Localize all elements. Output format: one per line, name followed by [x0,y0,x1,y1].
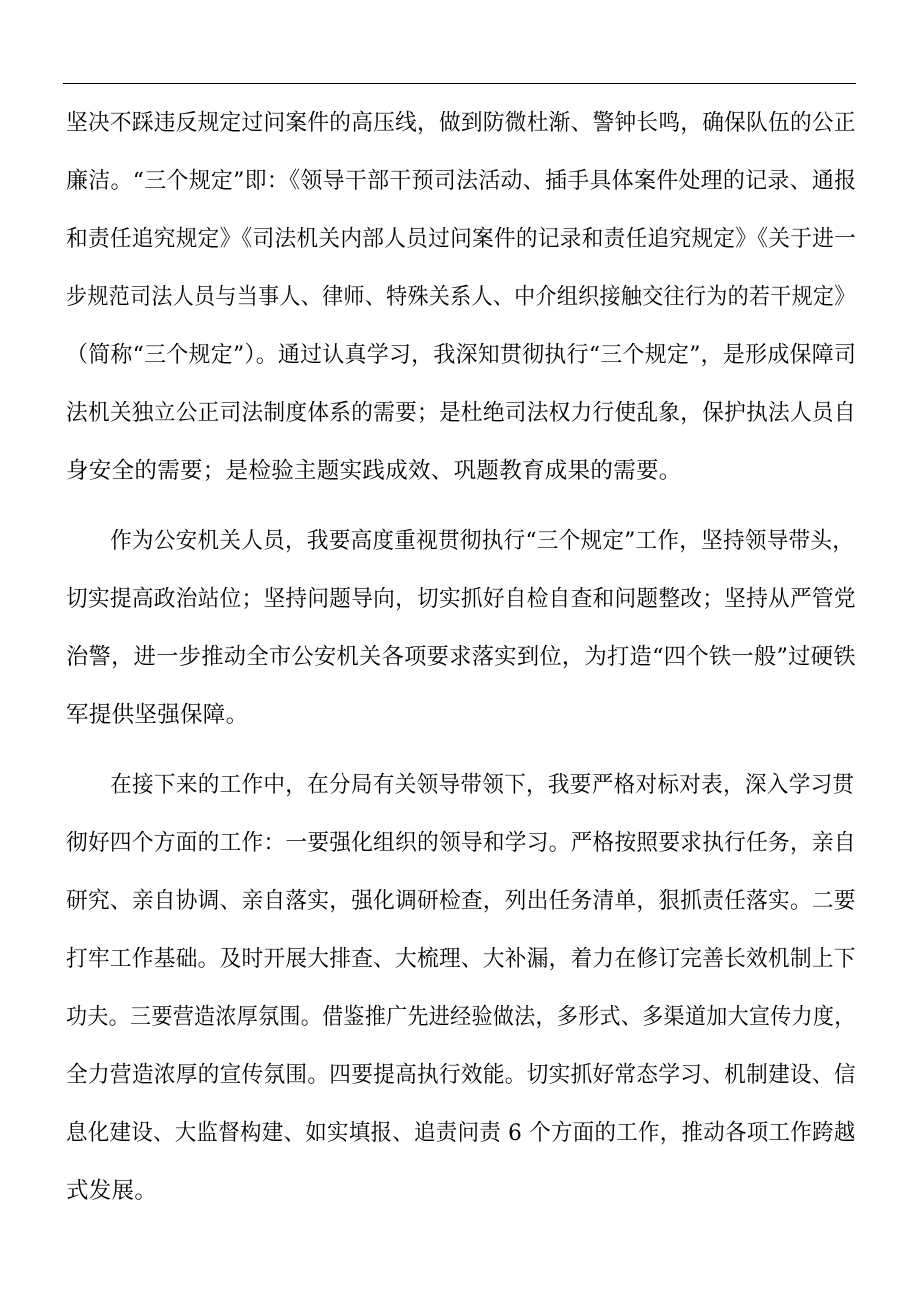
text-line: 功夫。三要营造浓厚氛围。借鉴推广先进经验做法，多形式、多渠道加大宣传力度， [66,1004,856,1030]
document-body [66,82,856,1220]
text-line: 坚决不踩违反规定过问案件的高压线，做到防微杜渐、警钟长鸣，确保队伍的公正 [66,110,856,136]
text-line: 息化建设、大监督构建、如实填报、追责问责 6 个方面的工作，推动各项工作跨越 [66,1120,856,1146]
paragraph-1 [66,94,856,500]
paragraph-2 [66,512,856,744]
text-line: 作为公安机关人员，我要高度重视贯彻执行“三个规定”工作，坚持领导带头， [110,528,855,554]
text-line: 法机关独立公正司法制度体系的需要；是杜绝司法权力行使乱象，保护执法人员自 [66,400,856,426]
text-line: 身安全的需要；是检验主题实践成效、巩题教育成果的需要。 [66,458,682,484]
text-line: 军提供坚强保障。 [66,702,249,728]
text-line: 在接下来的工作中，在分局有关领导带领下，我要严格对标对表，深入学习贯 [110,772,855,798]
text-line: 式发展。 [66,1178,158,1204]
text-line: 研究、亲自协调、亲自落实，强化调研检查，列出任务清单，狠抓责任落实。二要 [66,888,856,914]
text-line: 打牢工作基础。及时开展大排查、大梳理、大补漏，着力在修订完善长效机制上下 [66,946,856,972]
text-line: 和责任追究规定》《司法机关内部人员过问案件的记录和责任追究规定》《关于进一 [66,226,857,252]
text-line: 彻好四个方面的工作：一要强化组织的领导和学习。严格按照要求执行任务，亲自 [66,830,856,856]
text-line: 步规范司法人员与当事人、律师、特殊关系人、中介组织接触交往行为的若干规定》 [66,284,856,310]
text-line: 全力营造浓厚的宣传氛围。四要提高执行效能。切实抓好常态学习、机制建设、信 [66,1062,856,1088]
text-line: 廉洁。“三个规定”即：《领导干部干预司法活动、插手具体案件处理的记录、通报 [66,168,857,194]
paragraph-3 [66,756,856,1220]
text-line: 切实提高政治站位；坚持问题导向，切实抓好自检自查和问题整改；坚持从严管党 [66,586,856,612]
text-line: 治警，进一步推动全市公安机关各项要求落实到位，为打造“四个铁一般”过硬铁 [66,644,856,670]
text-line: （简称“三个规定”）。通过认真学习，我深知贯彻执行“三个规定”，是形成保障司 [66,342,857,368]
